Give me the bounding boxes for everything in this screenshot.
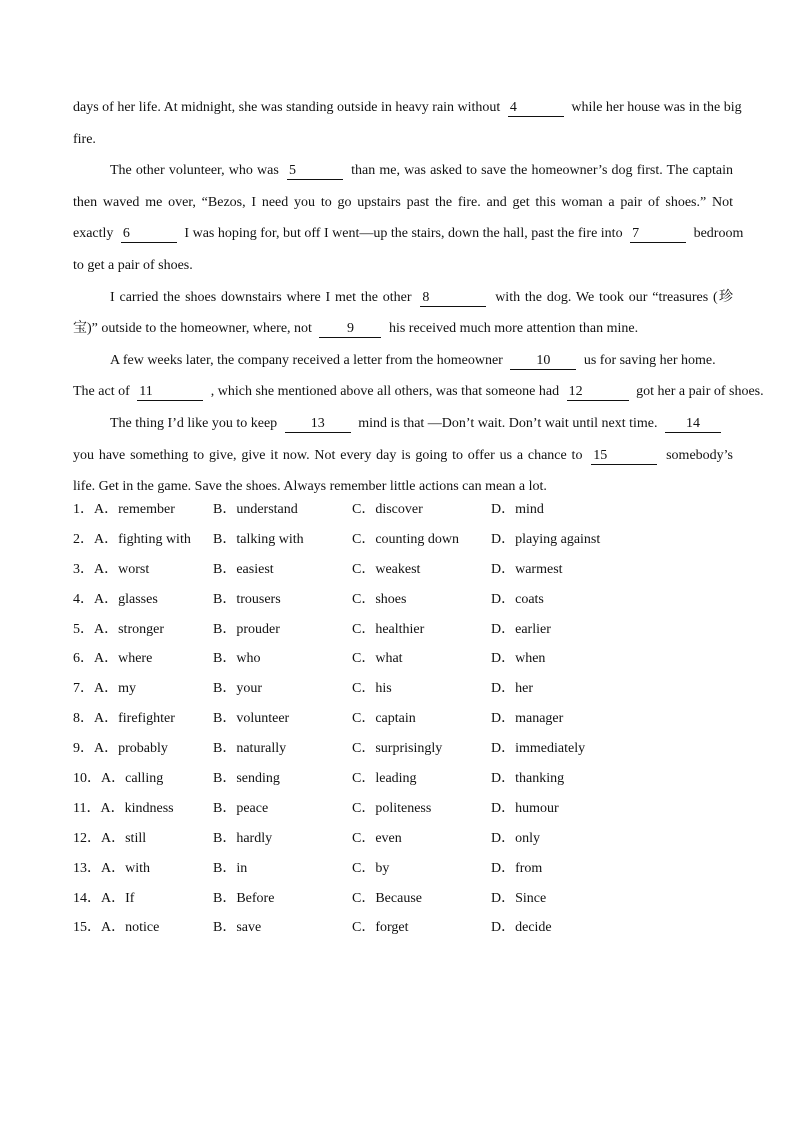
question-5-option-b: B．prouder bbox=[213, 621, 280, 637]
question-number: 3． bbox=[73, 561, 94, 577]
answer-blank-10: 10 bbox=[510, 353, 576, 370]
question-8-option-d: D．manager bbox=[491, 711, 564, 727]
question-number: 13． bbox=[73, 860, 101, 876]
question-8-option-c: C．captain bbox=[352, 711, 416, 727]
question-15-option-b: B．save bbox=[213, 920, 262, 936]
question-6-option-d: D．when bbox=[491, 651, 546, 667]
passage-text: life. Get in the game. Save the shoes. Always remember little actions can mean a lot. bbox=[73, 479, 547, 495]
question-3-option-d: D．warmest bbox=[491, 561, 563, 577]
passage-text: mind is that —Don’t wait. Don’t wait until next time. bbox=[358, 415, 658, 431]
question-11-option-c: C．politeness bbox=[352, 800, 432, 816]
option-text: A．firefighter bbox=[94, 711, 175, 727]
passage-line bbox=[73, 250, 733, 282]
question-10-option-c: C．leading bbox=[352, 771, 417, 787]
question-4-option-a bbox=[73, 585, 158, 615]
passage-line bbox=[73, 440, 733, 472]
question-number: 5． bbox=[73, 621, 94, 637]
question-13-option-d: D．from bbox=[491, 860, 543, 876]
question-14-option-a bbox=[73, 884, 134, 914]
passage-line bbox=[73, 408, 733, 440]
question-13-option-c: C．by bbox=[352, 860, 390, 876]
question-11-option-d: D．humour bbox=[491, 800, 559, 816]
passage-line bbox=[73, 187, 733, 219]
question-row-7 bbox=[73, 674, 733, 704]
passage-text: fire. bbox=[73, 131, 96, 147]
question-8-option-b: B．volunteer bbox=[213, 711, 290, 727]
question-row-11 bbox=[73, 794, 733, 824]
passage-text: The other volunteer, who was bbox=[110, 163, 279, 179]
passage-line bbox=[73, 345, 733, 377]
passage-text: The thing I’d like you to keep bbox=[110, 415, 278, 431]
question-number: 1． bbox=[73, 502, 94, 517]
question-number: 2． bbox=[73, 531, 94, 547]
question-row-3 bbox=[73, 555, 733, 585]
question-4-option-d: D．coats bbox=[491, 591, 544, 607]
passage-text: us for saving her home. bbox=[583, 352, 716, 368]
question-row-4 bbox=[73, 585, 733, 615]
passage-text: his received much more attention than mine. bbox=[388, 321, 639, 337]
question-6-option-a bbox=[73, 644, 152, 674]
question-row-13 bbox=[73, 854, 733, 884]
question-number: 9． bbox=[73, 741, 94, 757]
question-number: 4． bbox=[73, 591, 94, 607]
question-number: 11． bbox=[73, 800, 101, 816]
option-text: A．still bbox=[101, 830, 147, 846]
question-15-option-d: D．decide bbox=[491, 920, 552, 936]
question-row-10 bbox=[73, 764, 733, 794]
question-row-12 bbox=[73, 824, 733, 854]
question-14-option-c: C．Because bbox=[352, 890, 422, 906]
question-number: 10． bbox=[73, 771, 101, 787]
question-number: 15． bbox=[73, 920, 101, 936]
question-10-option-a bbox=[73, 764, 163, 794]
passage-text: The act of bbox=[73, 384, 130, 400]
option-text: A．worst bbox=[94, 561, 150, 577]
question-row-2 bbox=[73, 525, 733, 555]
question-5-option-c: C．healthier bbox=[352, 621, 425, 637]
answer-blank-6: 6 bbox=[121, 226, 177, 243]
question-3-option-a bbox=[73, 555, 149, 585]
passage-text: days of her life. At midnight, she was standing outside in heavy rain without bbox=[73, 100, 501, 115]
question-4-option-c: C．shoes bbox=[352, 591, 407, 607]
passage-text: I carried the shoes downstairs where I met the other bbox=[110, 289, 412, 305]
question-7-option-b: B．your bbox=[213, 681, 262, 697]
passage-text: while her house was in the big bbox=[571, 100, 742, 115]
question-2-option-a bbox=[73, 525, 191, 555]
passage-line bbox=[73, 92, 742, 124]
question-14-option-d: D．Since bbox=[491, 890, 547, 906]
option-text: A．where bbox=[94, 651, 153, 667]
question-13-option-b: B．in bbox=[213, 860, 248, 876]
passage-line bbox=[73, 376, 764, 408]
question-row-15 bbox=[73, 913, 733, 943]
question-3-option-c: C．weakest bbox=[352, 561, 421, 577]
question-1-option-d: D．mind bbox=[491, 502, 544, 517]
passage-text: , which she mentioned above all others, was that someone had bbox=[210, 384, 560, 400]
question-9-option-d: D．immediately bbox=[491, 741, 586, 757]
passage-text: than me, was asked to save the homeowner’s dog first. The captain bbox=[351, 163, 733, 179]
question-2-option-d: D．playing against bbox=[491, 531, 601, 547]
passage-text: I was hoping for, but off I went—up the stairs, down the hall, past the fire into bbox=[184, 226, 623, 242]
passage-line bbox=[73, 313, 733, 345]
question-7-option-d: D．her bbox=[491, 681, 533, 697]
question-13-option-a bbox=[73, 854, 150, 884]
answer-blank-8: 8 bbox=[420, 290, 486, 307]
question-9-option-c: C．surprisingly bbox=[352, 741, 443, 757]
answer-blank-11: 11 bbox=[137, 384, 203, 401]
passage-text: 宝)” outside to the homeowner, where, not bbox=[73, 321, 312, 337]
question-6-option-b: B．who bbox=[213, 651, 261, 667]
passage-text: got her a pair of shoes. bbox=[636, 384, 764, 400]
question-7-option-c: C．his bbox=[352, 681, 392, 697]
question-1-option-c: C．discover bbox=[352, 502, 423, 517]
question-row-9 bbox=[73, 734, 733, 764]
option-text: A．If bbox=[101, 890, 135, 906]
question-14-option-b: B．Before bbox=[213, 890, 275, 906]
passage-text: somebody’s bbox=[666, 447, 733, 463]
question-row-5 bbox=[73, 615, 733, 645]
passage-line bbox=[73, 124, 733, 156]
question-10-option-b: B．sending bbox=[213, 771, 280, 787]
passage-text: you have something to give, give it now. Not every day is going to offer us a chance to bbox=[73, 447, 583, 463]
question-number: 6． bbox=[73, 651, 94, 667]
option-text: A．probably bbox=[94, 741, 168, 757]
question-5-option-a bbox=[73, 615, 164, 645]
option-text: A．with bbox=[101, 860, 150, 876]
passage-text: A few weeks later, the company received a letter from the homeowner bbox=[110, 352, 503, 368]
answer-blank-12: 12 bbox=[567, 384, 629, 401]
answer-blank-9: 9 bbox=[319, 321, 381, 338]
cloze-passage bbox=[73, 92, 764, 503]
question-15-option-a bbox=[73, 913, 159, 943]
answer-blank-15: 15 bbox=[591, 448, 657, 465]
question-12-option-d: D．only bbox=[491, 830, 540, 846]
question-row-8 bbox=[73, 704, 733, 734]
option-text: A．notice bbox=[101, 920, 160, 936]
option-text: A．stronger bbox=[94, 621, 164, 637]
option-text: A．fighting with bbox=[94, 531, 191, 547]
answer-blank-4: 4 bbox=[508, 100, 564, 117]
question-7-option-a bbox=[73, 674, 136, 704]
question-number: 8． bbox=[73, 711, 94, 727]
question-9-option-b: B．naturally bbox=[213, 741, 287, 757]
question-number: 12． bbox=[73, 830, 101, 846]
question-8-option-a bbox=[73, 704, 175, 734]
passage-text: exactly bbox=[73, 226, 114, 242]
question-11-option-b: B．peace bbox=[213, 800, 269, 816]
question-10-option-d: D．thanking bbox=[491, 771, 565, 787]
question-2-option-c: C．counting down bbox=[352, 531, 459, 547]
passage-text: to get a pair of shoes. bbox=[73, 257, 193, 273]
option-text: A．remember bbox=[94, 502, 175, 517]
question-3-option-b: B．easiest bbox=[213, 561, 274, 577]
option-text: A．kindness bbox=[100, 800, 174, 816]
question-5-option-d: D．earlier bbox=[491, 621, 551, 637]
passage-text: then waved me over, “Bezos, I need you to go upstairs past the fire. and get this woman a pair of shoes.” Not bbox=[73, 194, 733, 210]
question-options-list bbox=[73, 495, 733, 943]
answer-blank-14: 14 bbox=[665, 416, 721, 433]
answer-blank-13: 13 bbox=[285, 416, 351, 433]
question-11-option-a bbox=[73, 794, 174, 824]
question-12-option-b: B．hardly bbox=[213, 830, 273, 846]
question-4-option-b: B．trousers bbox=[213, 591, 281, 607]
passage-text: bedroom bbox=[693, 226, 744, 242]
question-2-option-b: B．talking with bbox=[213, 531, 304, 547]
question-row-6 bbox=[73, 644, 733, 674]
question-6-option-c: C．what bbox=[352, 651, 403, 667]
option-text: A．glasses bbox=[94, 591, 158, 607]
question-12-option-c: C．even bbox=[352, 830, 402, 846]
option-text: A．my bbox=[94, 681, 136, 697]
question-row-14 bbox=[73, 884, 733, 914]
question-15-option-c: C．forget bbox=[352, 920, 409, 936]
question-9-option-a bbox=[73, 734, 168, 764]
question-row-1 bbox=[73, 495, 733, 525]
answer-blank-7: 7 bbox=[630, 226, 686, 243]
passage-text: with the dog. We took our “treasures (珍 bbox=[495, 289, 733, 305]
question-number: 14． bbox=[73, 890, 101, 906]
passage-line bbox=[73, 218, 744, 250]
answer-blank-5: 5 bbox=[287, 163, 343, 180]
question-number: 7． bbox=[73, 681, 94, 697]
question-12-option-a bbox=[73, 824, 146, 854]
passage-line bbox=[73, 282, 733, 314]
question-1-option-a bbox=[73, 495, 175, 525]
question-1-option-b: B．understand bbox=[213, 502, 298, 517]
option-text: A．calling bbox=[101, 771, 164, 787]
passage-line bbox=[73, 155, 733, 187]
